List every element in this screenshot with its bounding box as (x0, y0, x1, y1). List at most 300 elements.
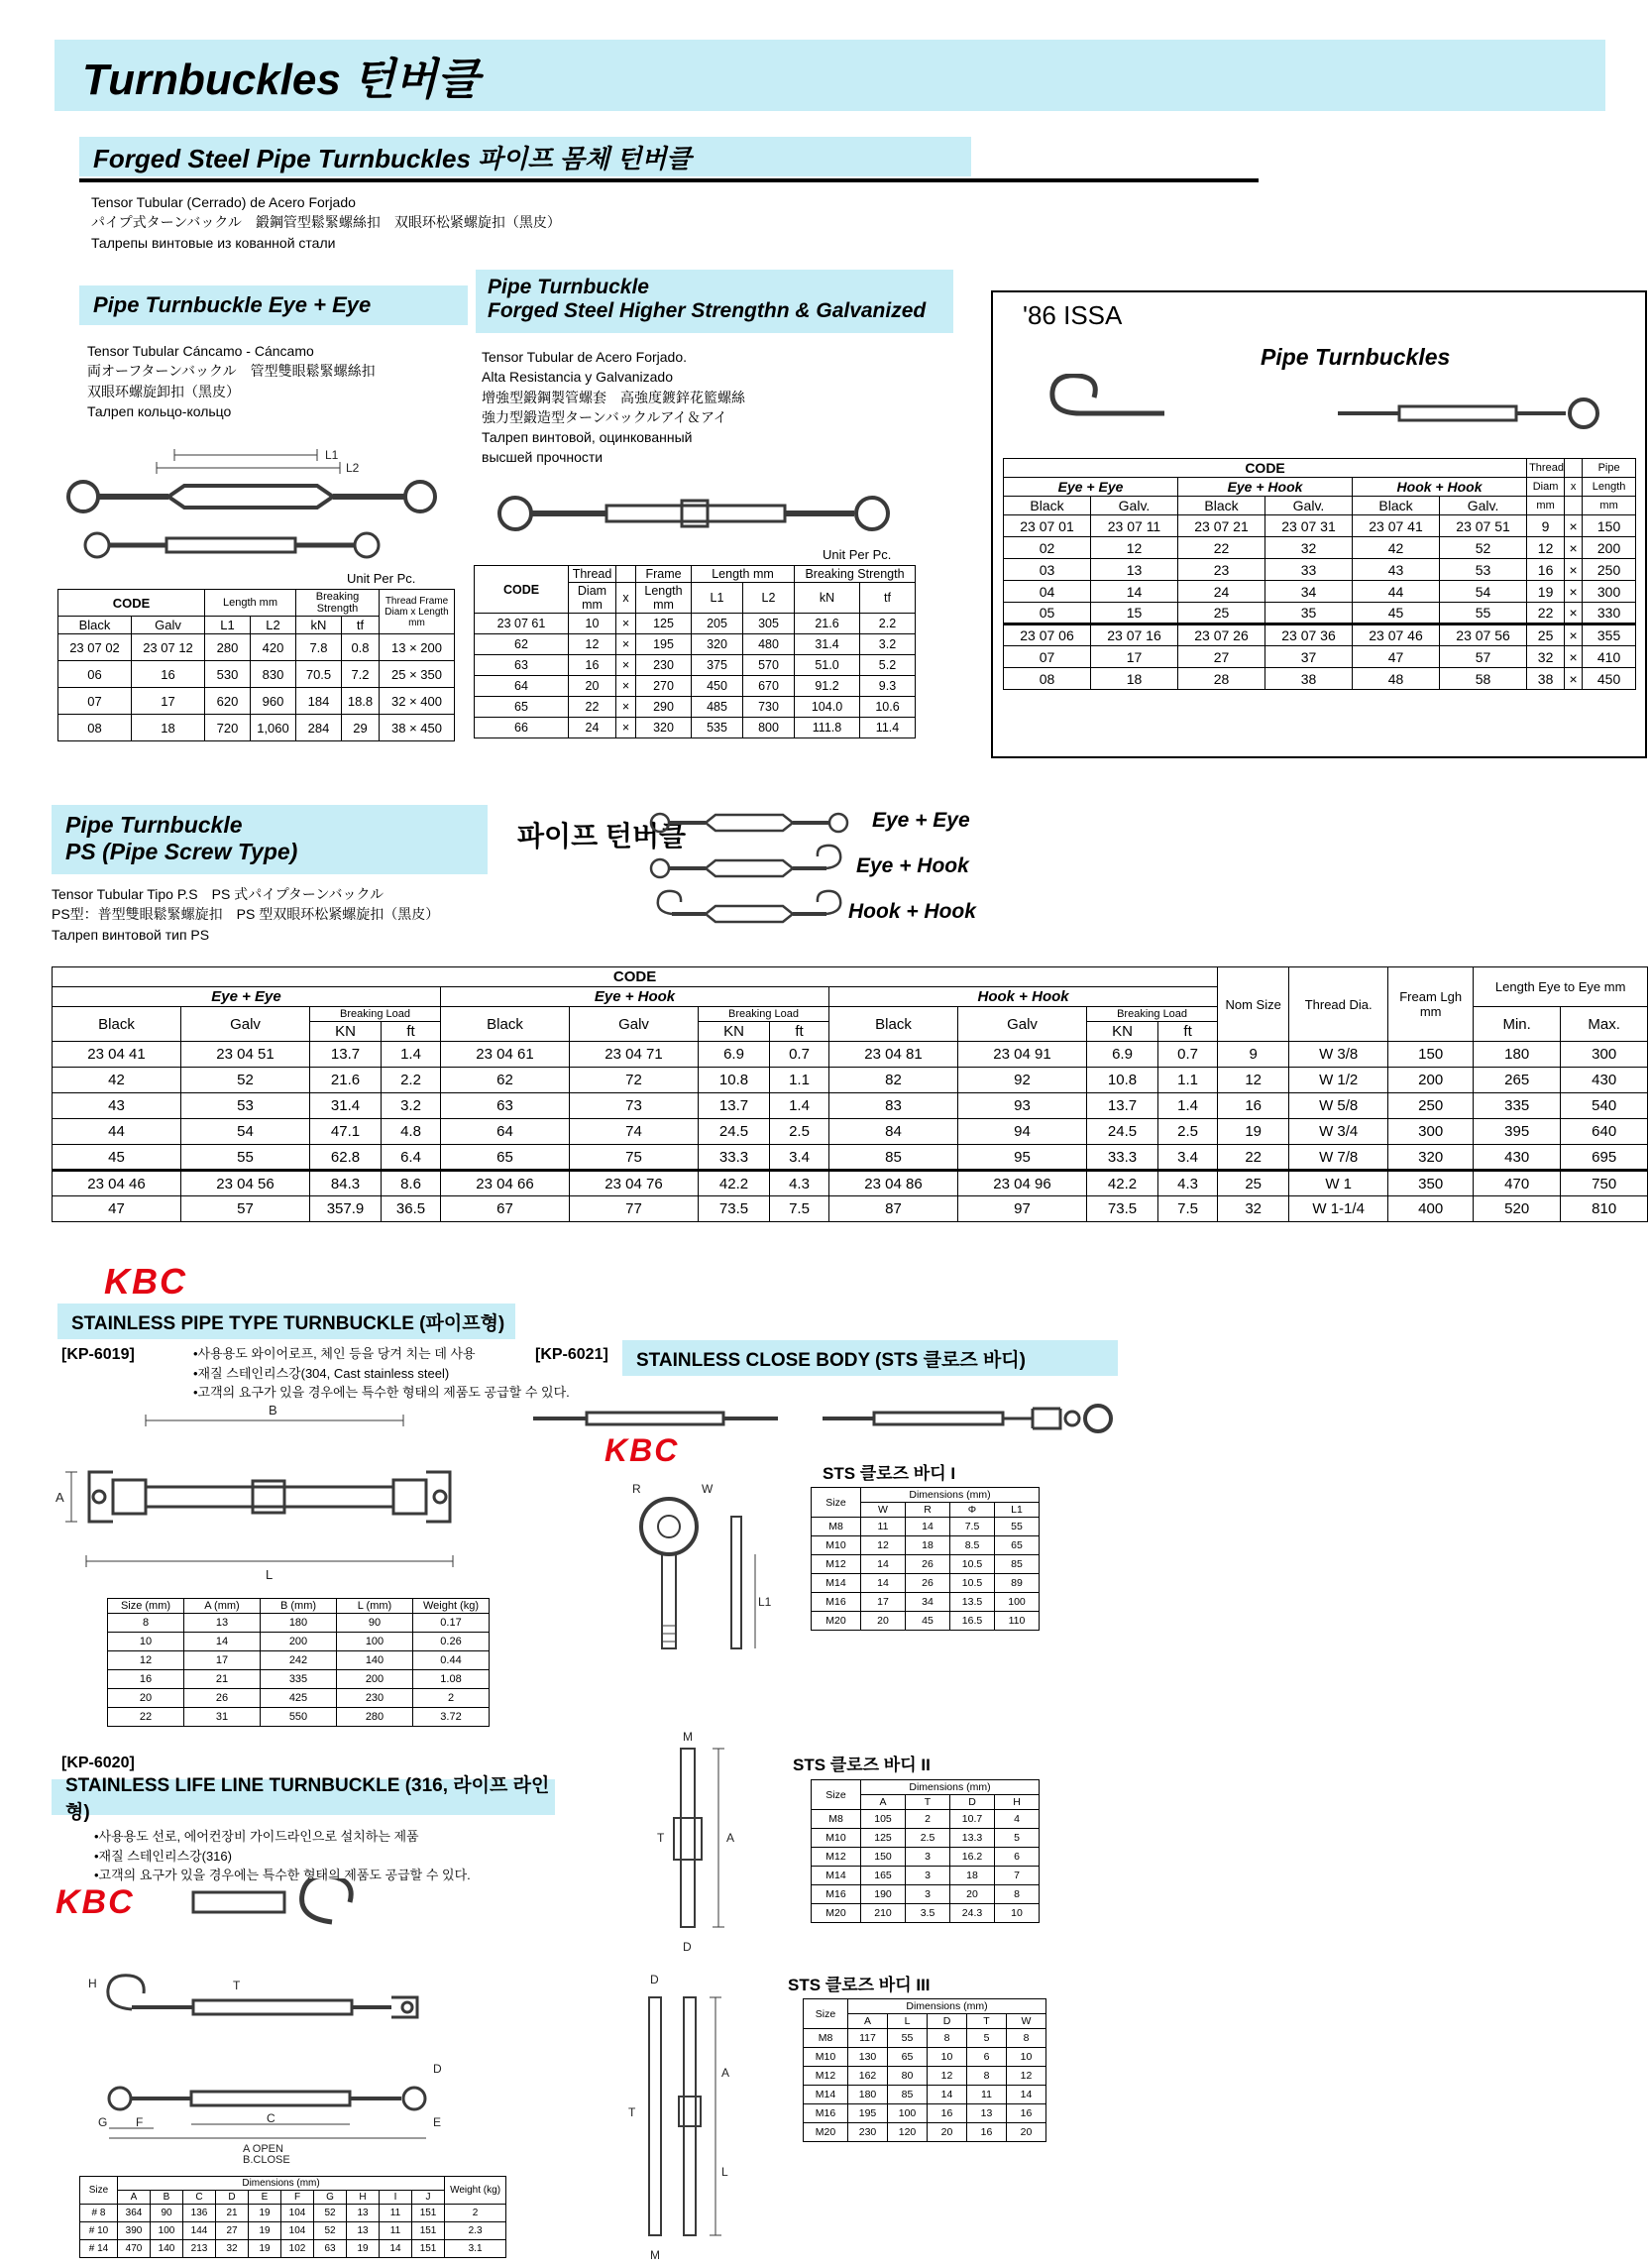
column-header: Thread (569, 566, 616, 583)
table-cell: M12 (812, 1555, 861, 1574)
table-row (804, 2067, 1046, 2086)
table-cell: 45 (906, 1612, 950, 1631)
column-header: L (888, 2014, 928, 2029)
table-cell: 570 (743, 655, 795, 676)
table-cell: 11 (967, 2086, 1007, 2104)
table-row (53, 1171, 1648, 1196)
column-header: mm (1527, 497, 1565, 515)
table-cell: 13 (184, 1614, 261, 1633)
table-cell: 2 (906, 1810, 950, 1829)
dim-label: E (433, 2115, 442, 2129)
column-header: Black (1353, 497, 1440, 515)
table-cell: 6.9 (1087, 1042, 1158, 1068)
column-header: CODE (53, 967, 1218, 987)
column-header: Breaking Strength (795, 566, 916, 583)
table-cell: 23 07 12 (132, 634, 205, 661)
page-title-bar (55, 40, 1605, 111)
column-header: D (950, 1795, 995, 1810)
kp6019-drawing (52, 1403, 488, 1593)
column-header: Length (1583, 478, 1636, 497)
table-cell: 89 (995, 1574, 1040, 1593)
table-cell: 10.5 (950, 1574, 995, 1593)
table-cell: 23 04 66 (441, 1171, 570, 1196)
table-cell: # 14 (80, 2240, 118, 2258)
table-cell: 100 (995, 1593, 1040, 1612)
column-header: Black (53, 1007, 181, 1042)
table-cell: W 1/2 (1289, 1068, 1388, 1093)
column-header: Thread Frame Diam x Length mm (380, 590, 455, 634)
bullet-line: •재질 스테인리스강(316) (94, 1848, 232, 1864)
table-cell: 27 (216, 2222, 249, 2240)
table-cell: 19 (249, 2222, 281, 2240)
table-cell: 25 (1178, 603, 1265, 624)
table-cell: 8 (1007, 2029, 1046, 2048)
table-cell: 184 (296, 688, 342, 715)
table-cell: 33.3 (699, 1145, 770, 1171)
table-cell: 10.7 (950, 1810, 995, 1829)
table-cell: 2.2 (860, 614, 916, 634)
column-header: Black (441, 1007, 570, 1042)
table-cell: 44 (1353, 581, 1440, 603)
table-cell: 540 (1561, 1093, 1648, 1119)
table-cell: 210 (861, 1904, 906, 1923)
column-header: A (861, 1795, 906, 1810)
kp6019-bullets (193, 1344, 570, 1403)
table-cell: × (616, 634, 636, 655)
table-row (804, 2104, 1046, 2123)
table-cell: 26 (184, 1689, 261, 1708)
bullet-line: •사용용도 와이어로프, 체인 등을 당겨 치는 데 사용 (193, 1346, 476, 1361)
table-cell: 23 04 71 (570, 1042, 699, 1068)
table-cell: 54 (181, 1119, 310, 1145)
table-cell: W 1 (1289, 1171, 1388, 1196)
table-cell: 08 (58, 715, 132, 741)
sts2-stud-drawing (649, 1727, 738, 1957)
table-cell: 2.3 (445, 2222, 506, 2240)
table-cell: 37 (1265, 646, 1353, 668)
table-cell: 162 (848, 2067, 888, 2086)
column-header: Breaking Load (1087, 1007, 1218, 1022)
bullet-line: •사용용도 선로, 에어컨장비 가이드라인으로 설치하는 제품 (94, 1829, 419, 1844)
kp6019-table (107, 1598, 490, 1727)
table-cell: 335 (1474, 1093, 1561, 1119)
table-cell: 1.4 (382, 1042, 441, 1068)
table-cell: 57 (181, 1196, 310, 1222)
table-cell: 45 (1353, 603, 1440, 624)
table-cell: 102 (281, 2240, 314, 2258)
section-forged-title: Forged Steel Pipe Turnbuckles 파이프 몸체 턴버클 (93, 143, 692, 173)
column-header: F (281, 2191, 314, 2205)
forged-intro (91, 192, 561, 253)
table-cell: 7.5 (1158, 1196, 1218, 1222)
table-cell: 63 (314, 2240, 347, 2258)
table-cell: M20 (812, 1904, 861, 1923)
issa-box (991, 290, 1647, 758)
table-cell: 23 07 46 (1353, 624, 1440, 646)
table-cell: 31.4 (795, 634, 860, 655)
column-header: Frame (636, 566, 692, 583)
table-row (58, 688, 455, 715)
kp6021-tag: [KP-6021] (535, 1346, 608, 1363)
table-row (804, 2086, 1046, 2104)
table-cell: 4.3 (770, 1171, 829, 1196)
dim-label: M (650, 2248, 660, 2262)
table-cell: × (1565, 624, 1583, 646)
table-cell: 03 (1004, 559, 1091, 581)
table-row (812, 1810, 1040, 1829)
table-cell: 520 (1474, 1196, 1561, 1222)
table-cell: 11.4 (860, 718, 916, 738)
galv-header-line1: Pipe Turnbuckle (488, 276, 649, 298)
table-row (1004, 646, 1636, 668)
table-row (108, 1651, 490, 1670)
table-cell: 12 (1218, 1068, 1289, 1093)
table-cell: × (1565, 646, 1583, 668)
table-cell: 2.5 (1158, 1119, 1218, 1145)
table-cell: 73.5 (1087, 1196, 1158, 1222)
table-cell: 12 (1527, 537, 1565, 559)
table-row (475, 718, 916, 738)
table-cell: 55 (888, 2029, 928, 2048)
table-cell: 270 (636, 676, 692, 697)
table-cell: 5 (967, 2029, 1007, 2048)
dim-label: A (55, 1490, 64, 1505)
table-cell: 16.2 (950, 1848, 995, 1867)
section-underline (79, 178, 1259, 182)
column-header: Size (804, 1999, 848, 2029)
table-cell: 265 (1474, 1068, 1561, 1093)
table-cell: 23 07 06 (1004, 624, 1091, 646)
column-header: W (1007, 2014, 1046, 2029)
table-cell: 17 (1091, 646, 1178, 668)
table-row (812, 1612, 1040, 1631)
dim-label: B.CLOSE (243, 2154, 290, 2164)
column-header: W (861, 1503, 906, 1518)
column-header: B (151, 2191, 183, 2205)
table-cell: 10.8 (1087, 1068, 1158, 1093)
table-cell: M14 (812, 1867, 861, 1885)
issa-drawing (1011, 374, 1625, 451)
column-header: Size (80, 2177, 118, 2205)
table-cell: 7.5 (770, 1196, 829, 1222)
table-cell: 195 (636, 634, 692, 655)
table-cell: W 5/8 (1289, 1093, 1388, 1119)
ps-header-line1: Pipe Turnbuckle (65, 812, 243, 838)
table-cell: 3 (906, 1848, 950, 1867)
table-cell: 0.7 (770, 1042, 829, 1068)
table-cell: 0.26 (413, 1633, 490, 1651)
table-cell: 17 (132, 688, 205, 715)
eye-eye-header-bar (79, 285, 468, 325)
table-row (80, 2240, 506, 2258)
column-header: Dimensions (mm) (861, 1488, 1040, 1503)
kbc-logo: KBC (55, 1883, 135, 1921)
kp6019-tag: [KP-6019] (61, 1346, 135, 1363)
table-cell: 23 04 46 (53, 1171, 181, 1196)
table-cell: 20 (861, 1612, 906, 1631)
table-cell: 19 (1527, 581, 1565, 603)
table-cell: M14 (804, 2086, 848, 2104)
dim-label: M (683, 1730, 693, 1744)
table-cell: 280 (205, 634, 251, 661)
table-cell: 5 (995, 1829, 1040, 1848)
column-header: ft (382, 1022, 441, 1042)
table-cell: 47 (53, 1196, 181, 1222)
table-cell: 23 04 41 (53, 1042, 181, 1068)
column-header: T (967, 2014, 1007, 2029)
table-cell: 20 (950, 1885, 995, 1904)
table-cell: 180 (1474, 1042, 1561, 1068)
column-header (1565, 459, 1583, 478)
unit-per-pc-label: Unit Per Pc. (347, 571, 416, 586)
column-header: Galv (132, 617, 205, 634)
table-cell: 14 (906, 1518, 950, 1536)
table-cell: 32 (1218, 1196, 1289, 1222)
table-cell: 330 (1583, 603, 1636, 624)
table-cell: 08 (1004, 668, 1091, 690)
column-header: Size (812, 1488, 861, 1518)
table-cell: 10 (108, 1633, 184, 1651)
table-cell: 94 (958, 1119, 1087, 1145)
table-cell: 3.2 (860, 634, 916, 655)
table-cell: 21.6 (795, 614, 860, 634)
table-cell: 16 (108, 1670, 184, 1689)
table-cell: 6.9 (699, 1042, 770, 1068)
column-header: Dimensions (mm) (848, 1999, 1046, 2014)
kp6021-header: STAINLESS CLOSE BODY (STS 클로즈 바디) (636, 1349, 1026, 1371)
intro-line: Tensor Tubular (Cerrado) de Acero Forjado (91, 194, 356, 210)
column-header: A (848, 2014, 888, 2029)
table-cell: 24.5 (699, 1119, 770, 1145)
table-cell: 23 07 56 (1440, 624, 1527, 646)
table-cell: 33.3 (1087, 1145, 1158, 1171)
table-cell: 430 (1474, 1145, 1561, 1171)
table-cell: 33 (1265, 559, 1353, 581)
table-row (108, 1708, 490, 1727)
table-cell: 151 (412, 2222, 445, 2240)
dim-label: T (657, 1831, 665, 1845)
column-header: Pipe (1583, 459, 1636, 478)
column-header: T (906, 1795, 950, 1810)
table-cell: 17 (861, 1593, 906, 1612)
table-row (1004, 537, 1636, 559)
column-header: CODE (475, 566, 569, 614)
table-cell: 47 (1353, 646, 1440, 668)
table-cell: M20 (812, 1612, 861, 1631)
ps-table (52, 966, 1648, 1222)
table-cell: 87 (829, 1196, 958, 1222)
desc-line: 增強型鍛鋼製管螺套 高強度鍍鋅花籃螺絲 (482, 389, 745, 405)
eye-eye-turnbuckle-drawing (57, 441, 459, 568)
table-cell: 10 (995, 1904, 1040, 1923)
table-cell: 151 (412, 2205, 445, 2222)
table-cell: 38 (1527, 668, 1565, 690)
table-cell: 63 (475, 655, 569, 676)
table-cell: 73.5 (699, 1196, 770, 1222)
table-cell: M20 (804, 2123, 848, 2142)
table-cell: 200 (337, 1670, 413, 1689)
table-cell: × (1565, 537, 1583, 559)
table-cell: 10 (569, 614, 616, 634)
table-cell: × (1565, 559, 1583, 581)
table-cell: 62 (441, 1068, 570, 1093)
dim-label: L1 (325, 448, 339, 462)
table-cell: 43 (53, 1093, 181, 1119)
table-cell: 35 (1265, 603, 1353, 624)
table-cell: 9 (1218, 1042, 1289, 1068)
table-cell: 13 (347, 2222, 380, 2240)
dim-label: C (267, 2111, 275, 2125)
table-cell: 13.7 (1087, 1093, 1158, 1119)
table-cell: 93 (958, 1093, 1087, 1119)
table-cell: 230 (337, 1689, 413, 1708)
bullet-line: •고객의 요구가 있을 경우에는 특수한 형태의 제품도 공급할 수 있다. (94, 1868, 471, 1882)
column-header: Eye + Hook (1178, 478, 1353, 497)
table-cell: 9.3 (860, 676, 916, 697)
table-cell: M12 (812, 1848, 861, 1867)
table-cell: 23 07 02 (58, 634, 132, 661)
table-cell: 23 (1178, 559, 1265, 581)
table-cell: 55 (181, 1145, 310, 1171)
table-cell: 136 (183, 2205, 216, 2222)
table-cell: 425 (261, 1689, 337, 1708)
table-row (1004, 559, 1636, 581)
table-cell: 18 (950, 1867, 995, 1885)
table-cell: 395 (1474, 1119, 1561, 1145)
table-row (58, 634, 455, 661)
table-cell: 74 (570, 1119, 699, 1145)
table-cell: 73 (570, 1093, 699, 1119)
dim-label: W (702, 1482, 714, 1496)
table-cell: 84.3 (310, 1171, 382, 1196)
table-cell: 90 (151, 2205, 183, 2222)
table-cell: 13 (347, 2205, 380, 2222)
table-cell: 1.1 (770, 1068, 829, 1093)
table-cell: 19 (347, 2240, 380, 2258)
table-cell: 200 (1583, 537, 1636, 559)
column-header: D (216, 2191, 249, 2205)
table-cell: × (616, 676, 636, 697)
table-cell: 23 07 21 (1178, 515, 1265, 537)
table-cell: 105 (861, 1810, 906, 1829)
table-row (53, 1093, 1648, 1119)
column-header: KN (310, 1022, 382, 1042)
table-cell: 85 (995, 1555, 1040, 1574)
table-cell: 1,060 (251, 715, 296, 741)
table-cell: 100 (337, 1633, 413, 1651)
column-header: Weight (kg) (445, 2177, 506, 2205)
sts1-eye-drawing (624, 1477, 773, 1680)
table-cell: 65 (475, 697, 569, 718)
intro-line: Талрепы винтовые из кованной стали (91, 234, 336, 251)
table-cell: 180 (261, 1614, 337, 1633)
table-cell: 6 (995, 1848, 1040, 1867)
desc-line: 両オーフターンバックル 管型雙眼鬆緊螺絲扣 (87, 363, 376, 380)
table-cell: 10.6 (860, 697, 916, 718)
table-cell: 23 07 31 (1265, 515, 1353, 537)
table-cell: 26 (906, 1555, 950, 1574)
table-cell: 64 (441, 1119, 570, 1145)
table-cell: 23 04 96 (958, 1171, 1087, 1196)
table-cell: 23 07 51 (1440, 515, 1527, 537)
table-cell: 290 (636, 697, 692, 718)
sts2-table (811, 1779, 1040, 1923)
column-header: Weight (kg) (413, 1599, 490, 1614)
table-cell: 3.4 (1158, 1145, 1218, 1171)
eye-eye-table (57, 589, 455, 741)
kp6020-drawing (84, 1878, 510, 2164)
table-row (812, 1555, 1040, 1574)
column-header: Hook + Hook (1353, 478, 1527, 497)
column-header: Eye + Hook (441, 987, 829, 1007)
table-cell: 230 (848, 2123, 888, 2142)
table-cell: 15 (1091, 603, 1178, 624)
desc-line: Tensor Tubular de Acero Forjado. (482, 349, 688, 365)
table-cell: 48 (1353, 668, 1440, 690)
table-cell: 670 (743, 676, 795, 697)
column-header: C (183, 2191, 216, 2205)
table-cell: 24 (569, 718, 616, 738)
table-cell: W 1-1/4 (1289, 1196, 1388, 1222)
table-cell: 400 (1388, 1196, 1474, 1222)
bullet-line: •고객의 요구가 있을 경우에는 특수한 형태의 제품도 공급할 수 있다. (193, 1385, 570, 1400)
table-cell: 52 (314, 2222, 347, 2240)
table-cell: 2.5 (770, 1119, 829, 1145)
table-cell: 10 (928, 2048, 967, 2067)
table-cell: 23 04 56 (181, 1171, 310, 1196)
table-cell: 750 (1561, 1171, 1648, 1196)
table-cell: M12 (804, 2067, 848, 2086)
table-cell: 14 (861, 1574, 906, 1593)
table-row (475, 614, 916, 634)
table-cell: 480 (743, 634, 795, 655)
kp6020-header-bar (52, 1775, 555, 1823)
table-cell: 470 (1474, 1171, 1561, 1196)
dim-label: L1 (758, 1595, 772, 1609)
table-cell: 31 (184, 1708, 261, 1727)
table-cell: 11 (380, 2205, 412, 2222)
table-cell: 18.8 (342, 688, 380, 715)
table-row (812, 1904, 1040, 1923)
galv-header-line2: Forged Steel Higher Strengthn & Galvanized (488, 299, 927, 322)
table-cell: 52 (181, 1068, 310, 1093)
table-cell: 8 (928, 2029, 967, 2048)
table-row (108, 1689, 490, 1708)
ps-title-korean: 파이프 턴버클 (517, 821, 687, 851)
table-row (108, 1670, 490, 1689)
column-header: H (347, 2191, 380, 2205)
table-cell: 3.72 (413, 1708, 490, 1727)
column-header (616, 566, 636, 583)
table-cell: 25 (1218, 1171, 1289, 1196)
table-cell: M8 (804, 2029, 848, 2048)
table-cell: 250 (1583, 559, 1636, 581)
table-cell: 38 × 450 (380, 715, 455, 741)
column-header: L1 (205, 617, 251, 634)
table-cell: 97 (958, 1196, 1087, 1222)
table-cell: 960 (251, 688, 296, 715)
table-cell: 830 (251, 661, 296, 688)
table-cell: × (616, 614, 636, 634)
table-cell: 14 (1091, 581, 1178, 603)
table-cell: 485 (692, 697, 743, 718)
kp6020-bullets (94, 1827, 471, 1885)
table-cell: 23 07 36 (1265, 624, 1353, 646)
table-cell: 24.3 (950, 1904, 995, 1923)
sts1-title: STS 클로즈 바디 I (823, 1464, 956, 1483)
table-cell: 16.5 (950, 1612, 995, 1631)
table-cell: 4 (995, 1810, 1040, 1829)
